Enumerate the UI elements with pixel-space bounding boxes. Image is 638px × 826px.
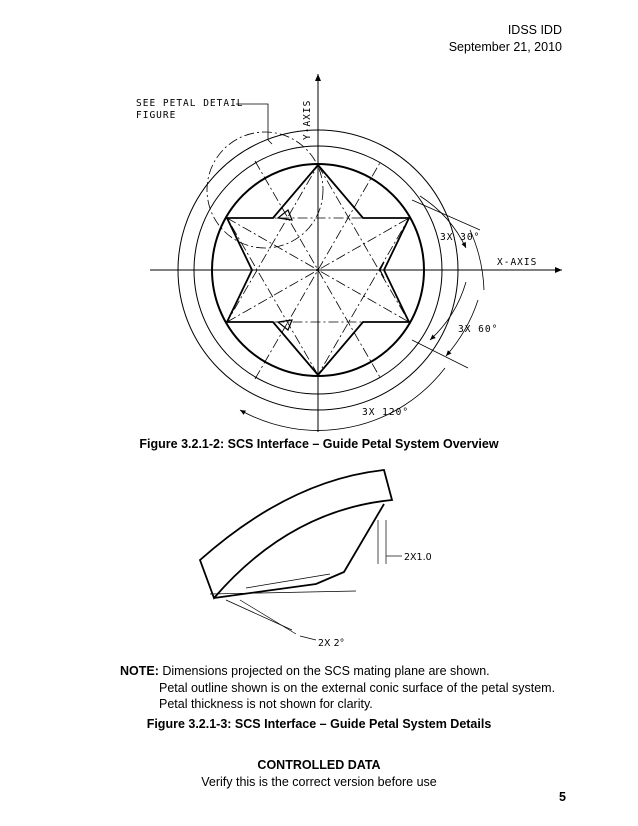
header-date: September 21, 2010 (448, 40, 562, 54)
figure-1-caption: Figure 3.2.1-2: SCS Interface – Guide Petal System Overview (139, 437, 499, 451)
footer-verify: Verify this is the correct version before use (201, 775, 437, 789)
dim-2x1-label: 2X1.0 (404, 552, 432, 563)
petal-detail-label-1: SEE PETAL DETAIL (136, 98, 244, 109)
note-block (120, 663, 555, 713)
petal-inner-contour (214, 504, 384, 598)
x-axis-label: X-AXIS (497, 257, 538, 268)
guide-petal-detail-drawing (0, 466, 638, 656)
angle-60-label: 3X 60° (458, 324, 499, 335)
petal-outer-edge (200, 470, 392, 598)
y-axis-label: Y-AXIS (302, 99, 313, 140)
page-number: 5 (559, 790, 566, 804)
footer-controlled: CONTROLLED DATA (257, 758, 381, 772)
note-line-2: Petal outline shown is on the external conic surface of the petal system. (159, 680, 556, 695)
figure-2-caption: Figure 3.2.1-3: SCS Interface – Guide Petal System Details (146, 717, 492, 731)
guide-petal-overview-drawing (0, 60, 638, 435)
note-line-1: Dimensions projected on the SCS mating plane are shown. (158, 664, 490, 678)
note-line-3: Petal thickness is not shown for clarity. (159, 697, 373, 711)
header-doc-id: IDSS IDD (507, 23, 562, 37)
angle-120-label: 3X 120° (362, 407, 410, 418)
dim-2x2-label: 2X 2° (318, 638, 345, 649)
petal-detail-label-2: FIGURE (136, 110, 177, 121)
angle-30-label: 3X 30° (440, 232, 481, 243)
note-label: NOTE: (120, 664, 159, 678)
